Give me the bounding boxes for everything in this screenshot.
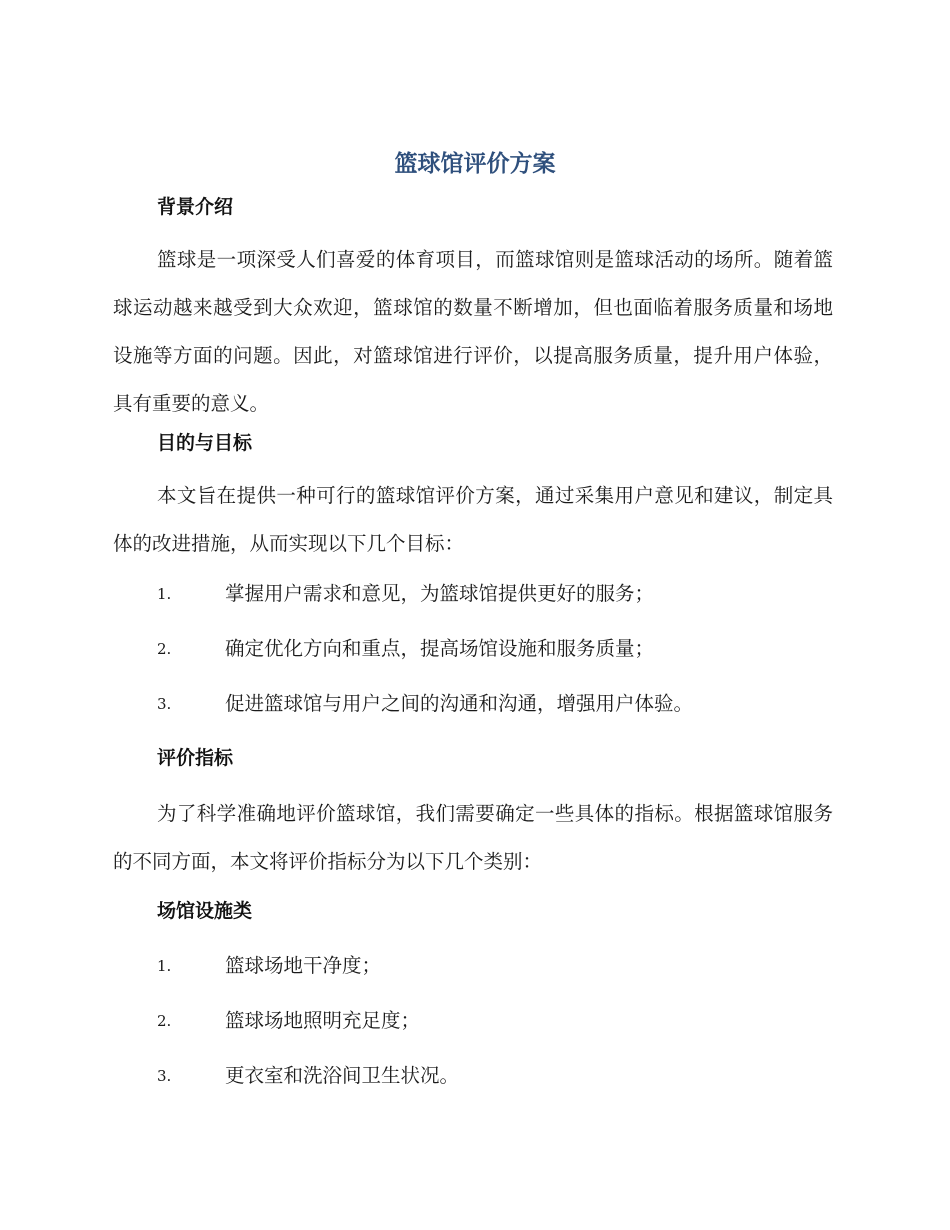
- heading-indicators: 评价指标: [157, 747, 234, 769]
- list-item: [157, 950, 837, 982]
- list-number: 3.: [157, 1067, 172, 1085]
- list-text: 确定优化方向和重点，提高场馆设施和服务质量；: [225, 637, 655, 660]
- list-number: 2.: [157, 640, 172, 658]
- paragraph-goals: 本文旨在提供一种可行的篮球馆评价方案，通过采集用户意见和建议，制定具体的改进措施，从而实现以下几个目标：: [113, 484, 833, 555]
- paragraph-indicators: 为了科学准确地评价篮球馆，我们需要确定一些具体的指标。根据篮球馆服务的不同方面，本文将评价指标分为以下几个类别：: [113, 802, 833, 873]
- list-item: [157, 1060, 837, 1092]
- list-number: 1.: [157, 585, 172, 603]
- heading-background: 背景介绍: [157, 196, 234, 218]
- list-text: 更衣室和洗浴间卫生状况。: [225, 1064, 460, 1087]
- list-item: [157, 1005, 837, 1037]
- list-number: 3.: [157, 695, 172, 713]
- list-number: 2.: [157, 1012, 172, 1030]
- list-text: 篮球场地照明充足度；: [225, 1009, 421, 1032]
- document-title: 篮球馆评价方案: [394, 151, 556, 177]
- list-item: [157, 578, 837, 610]
- list-number: 1.: [157, 957, 172, 975]
- list-text: 促进篮球馆与用户之间的沟通和沟通，增强用户体验。: [225, 692, 694, 715]
- list-item: [157, 688, 837, 720]
- heading-goals: 目的与目标: [157, 432, 253, 454]
- list-text: 篮球场地干净度；: [225, 954, 382, 977]
- list-item: [157, 633, 837, 665]
- heading-facilities: 场馆设施类: [157, 900, 253, 922]
- paragraph-background: 篮球是一项深受人们喜爱的体育项目，而篮球馆则是篮球活动的场所。随着篮球运动越来越受到大众欢迎，篮球馆的数量不断增加，但也面临着服务质量和场地设施等方面的问题。因此，对篮球馆进行评价，以提高服务质量，提升用户体验，具有重要的意义。: [113, 248, 833, 415]
- list-text: 掌握用户需求和意见，为篮球馆提供更好的服务；: [225, 582, 655, 605]
